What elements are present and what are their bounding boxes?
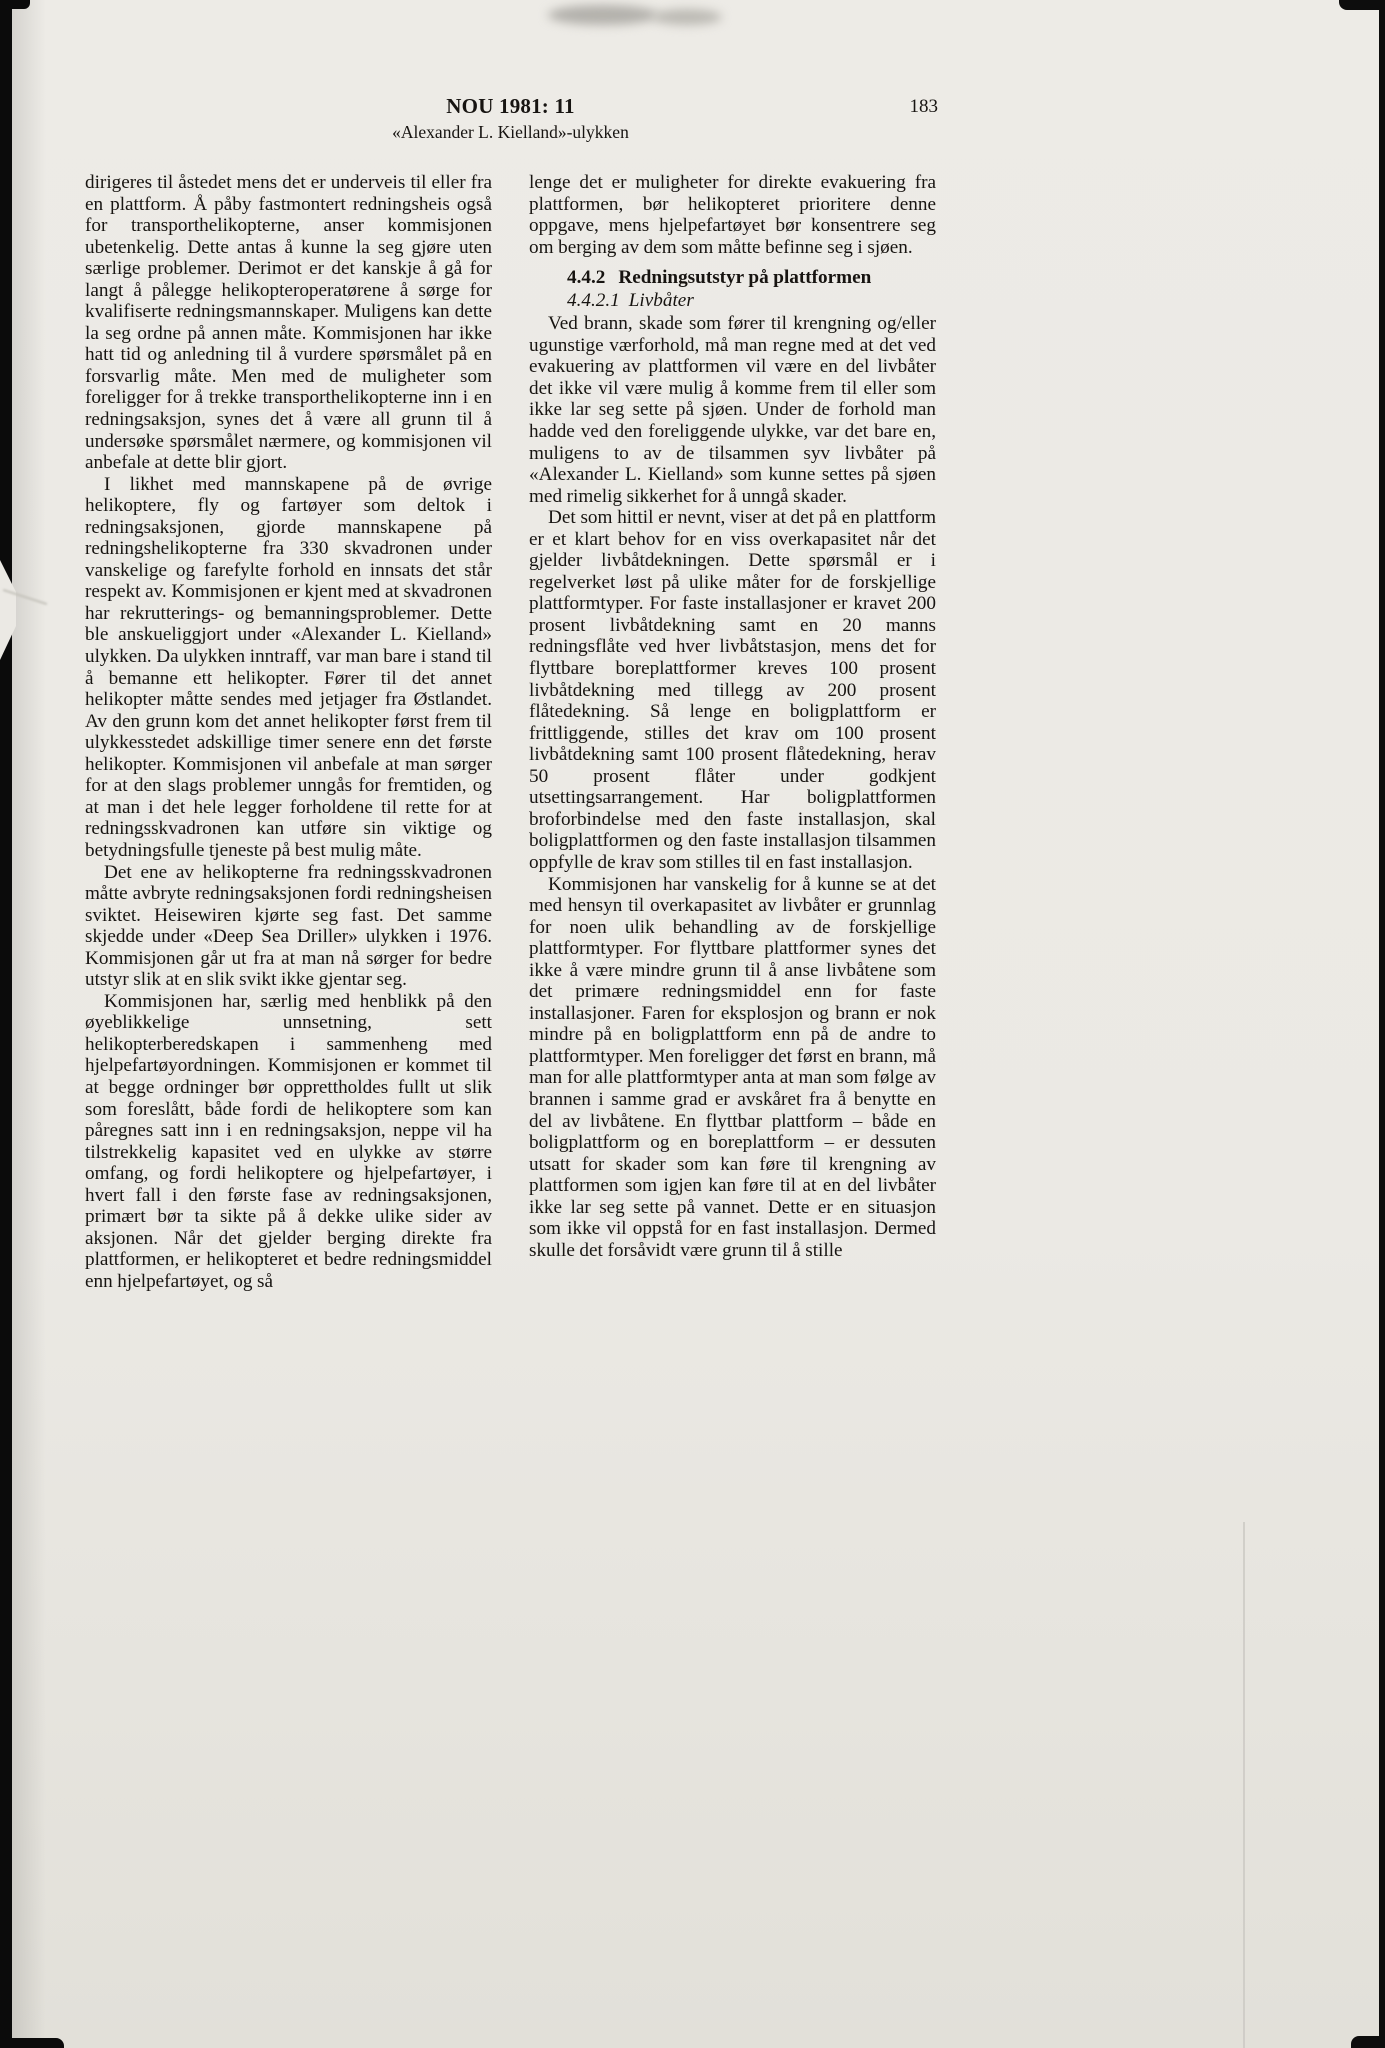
paragraph: Det som hittil er nevnt, viser at det på en plattform er et klart behov for en viss overkapasitet når det gjelder livbåtdekningen. Dette spørsmål er i regelverket løst på ulike måter for de forskjellige plattformtyper. For faste installasjoner er kravet 200 prosent livbåtdekning samt en 20 manns redningsflåte ved hver livbåtstasjon, mens det for flyttbare boreplattformer kreves 100 prosent livbåtdekning med tillegg av 200 prosent flåtedekning. Så lenge en boligplattform er frittliggende, stilles det krav om 100 prosent livbåtdekning samt 100 prosent flåtedekning, herav 50 prosent flåter under godkjent utsettingsarrangement. Har boligplattformen broforbindelse med den faste installasjon, skal boligplattformen og den faste installasjon tilsammen oppfylle de krav som stilles til en fast installasjon.: [529, 507, 936, 873]
section-title: Redningsutstyr på plattformen: [618, 267, 872, 289]
subsection-title: Livbåter: [628, 289, 694, 311]
paragraph: dirigeres til åstedet mens det er underveis til eller fra en plattform. Å påby fastmontert redningsheis også for transporthelikopterne, anser kommisjonen ubetenkelig. Dette antas å kunne la seg gjøre uten særlige problemer. Derimot er det kanskje å gå for langt å pålegge helikopteroperatørene å sørge for kvalifiserte redningsmannskaper. Muligens kan dette la seg ordne på annen måte. Kommisjonen har ikke hatt tid og anledning til å vurdere spørsmålet på en forsvarlig måte. Men med de muligheter som foreligger for å trekke transporthelikopterne inn i en redningsaksjon, synes det å være all grunn til å undersøke spørsmålet nærmere, og kommisjonen vil anbefale at dette blir gjort.: [85, 172, 492, 474]
scan-corner-top-left: [0, 0, 30, 9]
scan-corner-top-right: [1339, 0, 1385, 10]
scan-corner-bottom-right: [1351, 2036, 1385, 2048]
subsection-number: 4.4.2.1: [567, 289, 620, 311]
left-column: [85, 172, 492, 1292]
document-subtitle: «Alexander L. Kielland»-ulykken: [392, 122, 629, 142]
paragraph: Ved brann, skade som fører til krengning og/eller ugunstige værforhold, må man regne med at det ved evakuering av plattformen vil være en del livbåter det ikke vil være mulig å komme frem til eller som ikke lar seg sette på sjøen. Under de forhold man hadde ved den foreliggende ulykke, var det bare en, muligens to av de tilsammen syv livbåter på «Alexander L. Kielland» som kunne settes på sjøen med rimelig sikkerhet for å unngå skader.: [529, 313, 936, 507]
scan-fold-line: [1243, 1522, 1245, 2048]
paragraph: I likhet med mannskapene på de øvrige helikoptere, fly og fartøyer som deltok i redningsaksjonen, gjorde mannskapene på redningshelikopterne fra 330 skvadronen under vanskelige og farefylte forhold en innsats det står respekt av. Kommisjonen er kjent med at skvadronen har rekrutterings- og bemanningsproblemer. Dette ble anskueliggjort under «Alexander L. Kielland» ulykken. Da ulykken inntraff, var man bare i stand til å bemanne ett helikopter. Fører til det annet helikopter måtte sendes med jetjager fra Østlandet. Av den grunn kom det annet helikopter først frem til ulykkesstedet adskillige timer senere enn det første helikopter. Kommisjonen vil anbefale at man sørger for at den slags problemer unngås for fremtiden, og at man i det hele legger forholdene til rette for at redningsskvadronen kan utføre sin viktige og betydningsfulle tjeneste på best mulig måte.: [85, 473, 492, 861]
scan-edge-right: [1379, 0, 1385, 2048]
paragraph: Kommisjonen har, særlig med henblikk på den øyeblikkelige unnsetning, sett helikopterberedskapen i sammenheng med hjelpefartøyordningen. Kommisjonen er kommet til at begge ordninger bør opprettholdes fullt ut slik som foreslått, både fordi de helikoptere som kan påregnes satt inn i en redningsaksjon, neppe vil ha tilstrekkelig kapasitet ved en ulykke av større omfang, og fordi helikoptere og hjelpefartøyer, i hvert fall i den første fase av redningsaksjonen, primært bør ta sikte på å dekke ulike sider av aksjonen. Når det gjelder berging direkte fra plattformen, er helikopteret et bedre redningsmiddel enn hjelpefartøyet, og så: [85, 990, 492, 1292]
scan-smudge: [652, 9, 722, 25]
document-title: NOU 1981: 11: [446, 94, 575, 118]
text-columns: [85, 172, 936, 1292]
section-number: 4.4.2: [567, 267, 606, 289]
paragraph: Kommisjonen har vanskelig for å kunne se at det med hensyn til overkapasitet av livbåter er grunnlag for noen ulik behandling av de forskjellige plattformtyper. For flyttbare plattformer synes det ikke å være mindre grunn til å anse livbåtene som det primære redningsmiddel enn for faste installasjoner. Faren for eksplosjon og brann er nok mindre på en boligplattform enn på de andre to plattformtyper. Men foreligger det først en brann, må man for alle plattformtyper anta at man som følge av brannen i samme grad er avskåret fra å benytte en del av livbåtene. En flyttbar plattform – både en boligplattform og en boreplattform – er dessuten utsatt for skader som kan føre til krengning av plattformen som igjen kan føre til at en del livbåter ikke lar seg sette på vannet. Dette er en situasjon som ikke vil oppstå for en fast installasjon. Dermed skulle det forsåvidt være grunn til å stille: [529, 873, 936, 1261]
page-number: 183: [909, 96, 938, 117]
scan-corner-bottom-left: [0, 2038, 64, 2048]
subsection-heading: [529, 290, 936, 312]
scan-smudge: [548, 5, 658, 25]
paragraph: Det ene av helikopterne fra redningsskvadronen måtte avbryte redningsaksjonen fordi redningsheisen sviktet. Heisewiren kjørte seg fast. Det samme skjedde under «Deep Sea Driller» ulykken i 1976. Kommisjonen går ut fra at man nå sørger for bedre utstyr slik at en slik svikt ikke gjentar seg.: [85, 861, 492, 991]
right-column: [529, 172, 936, 1292]
scan-edge-left: [0, 0, 12, 2048]
paragraph: lenge det er muligheter for direkte evakuering fra plattformen, bør helikopteret prioritere denne oppgave, mens hjelpefartøyet bør konsentrere seg om berging av dem som måtte befinne seg i sjøen.: [529, 172, 936, 258]
section-heading: [529, 267, 936, 289]
scan-shadow: [12, 0, 46, 2048]
page-header: [85, 94, 936, 143]
